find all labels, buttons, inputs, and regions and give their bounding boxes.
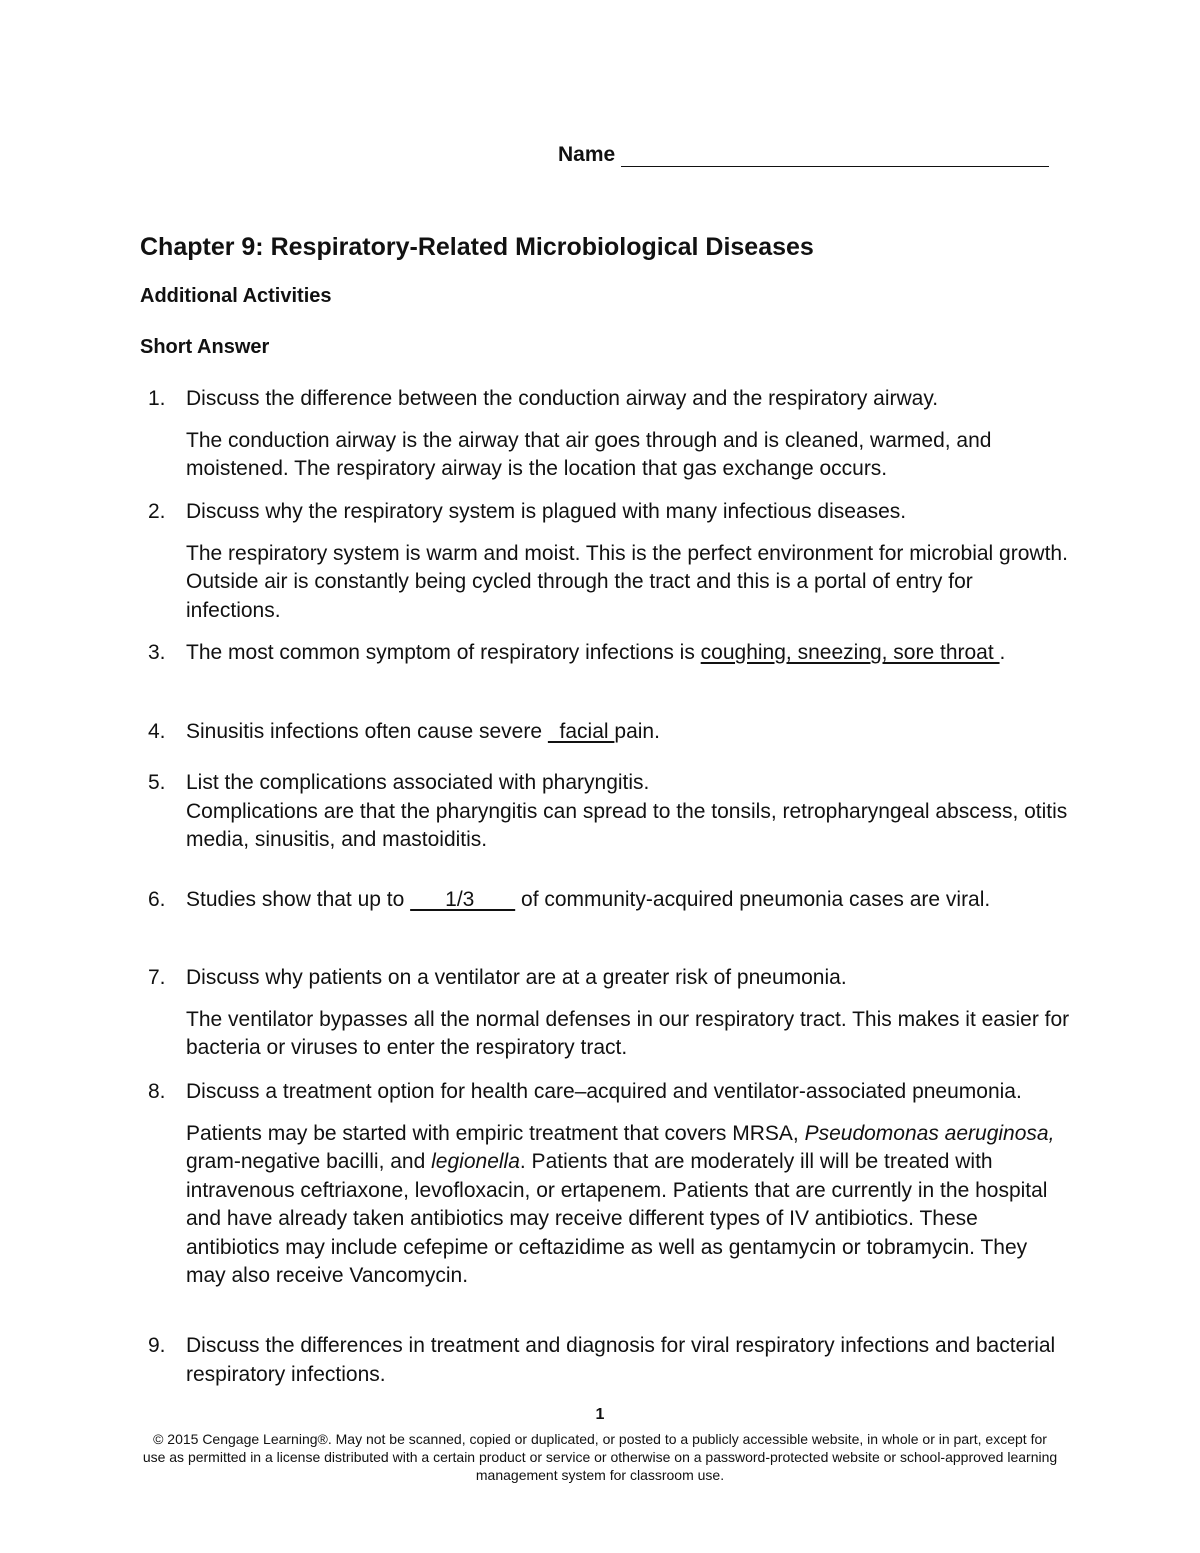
question-text-after: . (999, 641, 1006, 664)
answer-italic-organism: Pseudomonas aeruginosa, (804, 1121, 1055, 1145)
fill-in-answer: coughing, sneezing, sore throat (700, 641, 1000, 664)
question-text (186, 718, 1070, 747)
question-number: 7. (148, 966, 166, 989)
answer-text: The ventilator bypasses all the normal defenses in our respiratory tract. This makes it easier for bacteria or viruses to enter the respiratory tract. (186, 1007, 1070, 1059)
name-label: Name (558, 143, 616, 166)
question-number: 6. (148, 888, 166, 911)
answer-text: Complications are that the pharyngitis can spread to the tonsils, retropharyngeal abscess, otitis media, sinusitis, and mastoiditis. (186, 799, 1068, 851)
page-number: 1 (595, 1406, 605, 1423)
question-text-after: pain. (614, 720, 660, 743)
question-1 (140, 385, 1070, 484)
section-additional-activities: Additional Activities (140, 285, 332, 307)
answer-italic-organism: legionella (431, 1150, 520, 1173)
question-number: 9. (148, 1334, 166, 1357)
question-number: 3. (148, 641, 166, 664)
fill-in-answer: facial (547, 720, 615, 743)
answer-part: Patients may be started with empiric treatment that covers MRSA, (186, 1121, 805, 1145)
question-text-before: The most common symptom of respiratory infections is (186, 641, 701, 664)
question-9 (140, 1332, 1070, 1389)
question-number: 8. (148, 1080, 166, 1103)
question-text-before: Sinusitis infections often cause severe (186, 720, 548, 743)
question-number: 5. (148, 771, 166, 794)
answer-text: The conduction airway is the airway that air goes through and is cleaned, warmed, and moistened. The respiratory airway is the location that gas exchange occurs. (186, 428, 992, 480)
question-text (186, 886, 1070, 915)
copyright-footer: © 2015 Cengage Learning®. May not be scanned, copied or duplicated, or posted to a publicly accessible website, in whole or in part, except for use as permitted in a license distributed with a certain product or service or otherwise on a password-protected website or school-approved learning management system for classroom use. (142, 1431, 1058, 1483)
question-text-after: of community-acquired pneumonia cases are viral. (515, 888, 991, 911)
answer-text (186, 1120, 1070, 1291)
name-field-line (558, 143, 1049, 167)
question-3 (140, 639, 1070, 668)
question-number: 2. (148, 500, 166, 523)
section-short-answer: Short Answer (140, 336, 270, 358)
chapter-title: Chapter 9: Respiratory-Related Microbiological Diseases (140, 233, 814, 261)
question-text: Discuss a treatment option for health care–acquired and ventilator-associated pneumonia. (186, 1080, 1022, 1103)
question-text: List the complications associated with pharyngitis. (186, 771, 650, 794)
question-text: Discuss the difference between the conduction airway and the respiratory airway. (186, 387, 939, 410)
answer-part: gram-negative bacilli, and (186, 1150, 432, 1173)
question-4 (140, 718, 1070, 747)
question-text (186, 639, 1070, 668)
question-number: 1. (148, 387, 166, 410)
answer-part: . Patients that are moderately ill will be treated with intravenous ceftriaxone, levofloxacin, or ertapenem. Patients that are currently in the hospital and have already taken antibiotics may receive different types of IV antibiotics. These antibiotics may include cefepime or ceftazidime as well as gentamycin or tobramycin. They may also receive Vancomycin. (186, 1150, 1048, 1287)
question-text-before: Studies show that up to (186, 888, 411, 911)
question-number: 4. (148, 720, 166, 743)
question-6 (140, 886, 1070, 915)
question-2 (140, 498, 1070, 625)
question-text: Discuss why patients on a ventilator are at a greater risk of pneumonia. (186, 966, 847, 989)
fill-in-answer: 1/3 (410, 888, 516, 911)
question-7 (140, 964, 1070, 1063)
question-text: Discuss why the respiratory system is plagued with many infectious diseases. (186, 500, 907, 523)
question-5 (140, 769, 1070, 855)
question-text: Discuss the differences in treatment and diagnosis for viral respiratory infections and bacterial respiratory infections. (186, 1334, 1056, 1386)
answer-text: The respiratory system is warm and moist. This is the perfect environment for microbial growth. Outside air is constantly being cycled through the tract and this is a portal of entry for infections. (186, 541, 1068, 622)
name-blank (621, 146, 1049, 167)
question-8 (140, 1078, 1070, 1291)
